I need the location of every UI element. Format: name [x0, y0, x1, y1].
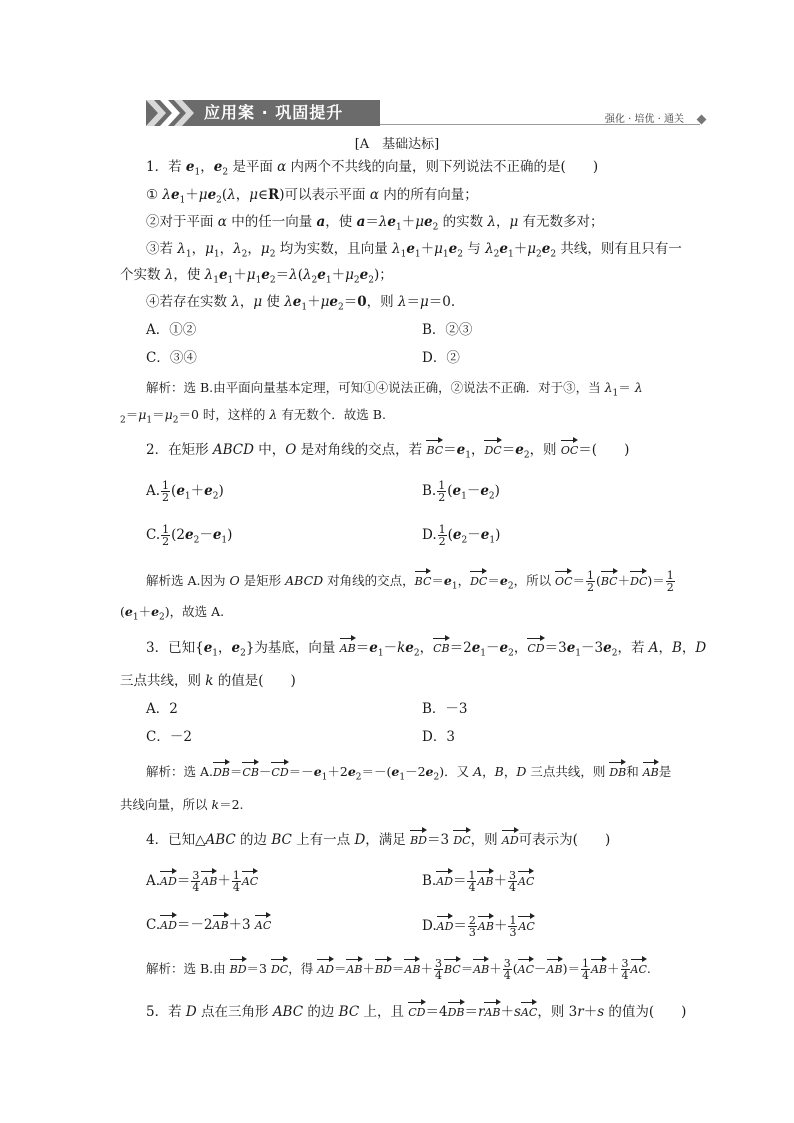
- q1-analysis-2: $_2=\mu_1=\mu_2=0$ 时，这样的 λ 有无数个．故选 B.: [120, 407, 386, 426]
- q1-option-a: A．①②: [146, 322, 197, 338]
- q4-option-b: B.AD＝ $\frac{1}{4}$ AB＋ $\frac{3}{4}$ AC: [422, 869, 535, 894]
- q4-option-d: D.AD＝ $\frac{2}{3}$ AB＋ $\frac{1}{3}$ AC: [422, 914, 535, 939]
- q1-analysis-1: 解析：选 B.由平面向量基本定理，可知①④说法正确，②说法不正确．对于③，当 $\lambda_1= \lambda$: [146, 380, 643, 399]
- q2-analysis-1: 解析选 A.因为 O 是矩形 ABCD 对角线的交点，$BC=e_1$，$DC=e_2$，所以 OC＝ $\frac{1}{2}$ (BC＋DC)＝ $\frac{1}{2}$: [146, 569, 674, 594]
- q3-analysis-2: 共线向量，所以 k＝2.: [120, 797, 244, 812]
- q1-option-c: C．③④: [146, 350, 197, 366]
- q1-stem: 1．若 $e_1$，$e_2$ 是平面 α 内两个不共线的向量，则下列说法不正确的是( ): [146, 159, 599, 178]
- q2-stem: 2．在矩形 ABCD 中，O 是对角线的交点，若 $BC=e_1$，$DC=e_2$，则 OC＝( ): [146, 442, 630, 461]
- diamond-icon: [697, 115, 707, 125]
- q4-analysis: 解析：选 B.由 BD＝3 DC，得 AD＝AB＋BD＝AB＋ $\frac{3}{4}$ BC＝AB＋ $\frac{3}{4}$ (AC－AB)＝ $\frac{1}{4}$ AB＋ $\frac{3}{4}$ AC.: [146, 957, 651, 982]
- q3-option-d: D．3: [422, 729, 455, 745]
- q1-statement-2: ②对于平面 α 中的任一向量 a，使 $a=\lambda e_1+\mu e_2$ 的实数 λ，μ 有无数多对；: [146, 214, 604, 233]
- q1-option-b: B．②③: [422, 322, 473, 338]
- q2-option-d: D. $\frac{1}{2}$ $(e_2-e_1)$: [422, 523, 501, 548]
- q2-option-a: A. $\frac{1}{2}$ $(e_1+e_2)$: [146, 479, 224, 504]
- q1-statement-3a: ③若 $\lambda_1$，$\mu_1$，$\lambda_2$，$\mu_2$ 均为实数，且向量 $\lambda_1e_1+\mu_1e_2$ 与 $\lambda_2e_1+\mu_2e_2$ 共线，则有且只有一: [146, 241, 682, 260]
- q3-stem-2: 三点共线，则 k 的值是( ): [120, 673, 296, 689]
- q4-option-c: C.AD＝－2AB＋3 AC: [146, 917, 272, 933]
- q1-statement-4: ④若存在实数 λ，μ 使 $\lambda e_1+\mu e_2=0$，则 λ＝μ＝0.: [146, 294, 456, 313]
- q4-stem: 4．已知△ABC 的边 BC 上有一点 D，满足 BD＝3 DC，则 AD可表示为( ): [146, 832, 611, 848]
- section-title: [A 基础达标]: [354, 137, 440, 152]
- header-banner: [146, 100, 380, 126]
- q2-analysis-2: $(e_1+e_2)$，故选 A.: [120, 604, 225, 623]
- q3-option-a: A．2: [146, 701, 178, 717]
- q3-option-c: C．－2: [146, 729, 192, 745]
- q3-option-b: B．－3: [422, 701, 468, 717]
- q4-option-a: A.AD＝ $\frac{3}{4}$ AB＋ $\frac{1}{4}$ AC: [146, 869, 259, 894]
- q1-statement-3b: 个实数 λ，使 $\lambda_1e_1+\mu_1e_2=\lambda(\lambda_2e_1+\mu_2e_2)$；: [120, 267, 393, 286]
- header-tagline: 强化 · 培优 · 通关: [604, 114, 684, 125]
- chevron-arrows-icon: [146, 100, 200, 126]
- header-title: 应用案 · 巩固提升: [204, 103, 344, 122]
- q5-stem: 5．若 D 点在三角形 ABC 的边 BC 上，且 CD＝4DB＝rAB＋sAC，则 3r＋s 的值为( ): [146, 1004, 687, 1020]
- q3-stem-1: 3．已知{$e_1$，$e_2$}为基底，向量 $AB=e_1-ke_2$，$CB=2e_1-e_2$，$CD=3e_1-3e_2$，若 A，B，D: [146, 640, 707, 659]
- q3-analysis-1: 解析：选 $A.DB=CB-CD=-e_1+2e_2=-(e_1-2e_2)$．又 A，B，D 三点共线，则 DB和 AB是: [146, 764, 672, 783]
- q1-statement-1: ① $\lambda e_1+\mu e_2(\lambda$，μ∈R)可以表示平面 α 内的所有向量；: [146, 187, 478, 206]
- q2-option-b: B. $\frac{1}{2}$ $(e_1-e_2)$: [422, 479, 500, 504]
- q1-option-d: D．②: [422, 350, 460, 366]
- q2-option-c: C. $\frac{1}{2}$ $(2e_2-e_1)$: [146, 523, 233, 548]
